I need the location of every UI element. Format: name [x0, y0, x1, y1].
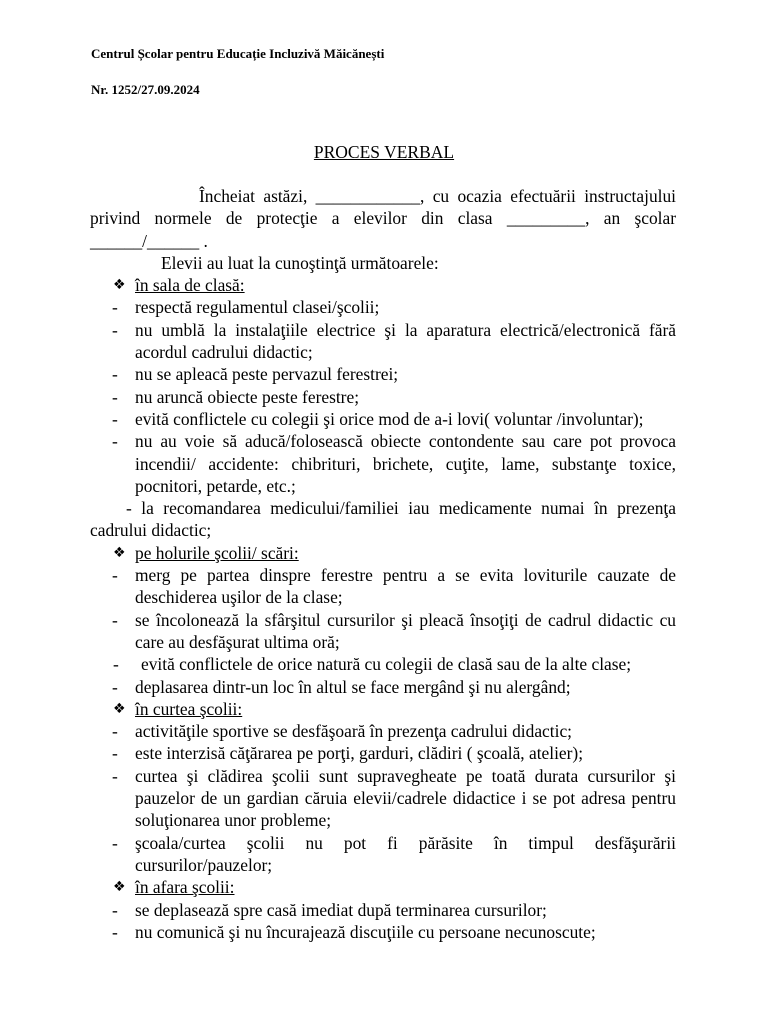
section-title: pe holurile şcolii/ scări: — [135, 542, 299, 563]
list-item: - respectă regulamentul clasei/şcolii; — [90, 296, 676, 318]
list-item: - nu aruncă obiecte peste ferestre; — [90, 386, 676, 408]
list-item: - merg pe partea dinspre ferestre pentru a se evita loviturile cauzate de deschiderea uşilor de la clase; — [90, 564, 676, 609]
list-item: - nu umblă la instalaţiile electrice şi la aparatura electrică/electronică fără acordul cadrului didactic; — [90, 319, 676, 364]
dash-marker: - — [112, 319, 118, 340]
document-title: PROCES VERBAL — [313, 142, 455, 162]
dash-marker: - — [112, 721, 118, 742]
list-item: - se încolonează la sfârşitul cursurilor şi pleacă însoţiţi de cadrul didactic cu care au desfăşurat ultima oră; — [90, 609, 676, 654]
list-item: - nu se apleacă peste pervazul ferestrei; — [90, 363, 676, 385]
dash-marker: - — [112, 297, 118, 318]
list-item: - deplasarea dintr-un loc în altul se face mergând şi nu alergând; — [90, 676, 676, 698]
dash-marker: - — [112, 921, 118, 942]
dash-marker: - — [112, 832, 118, 853]
diamond-bullet-icon: ❖ — [113, 700, 126, 717]
dash-marker: - — [112, 408, 118, 429]
section-heading — [90, 542, 676, 564]
dash-marker: - — [112, 743, 118, 764]
list-item: - este interzisă căţărarea pe porţi, garduri, clădiri ( şcoală, atelier); — [90, 742, 676, 764]
intro-lead: Elevii au luat la cunoştinţă următoarele: — [161, 252, 439, 273]
list-item: - nu comunică şi nu încurajează discuţiile cu persoane necunoscute; — [90, 921, 676, 943]
section-heading — [90, 876, 676, 898]
list-item: - şcoala/curtea şcolii nu pot fi părăsite în timpul desfăşurării cursurilor/pauzelor; — [90, 832, 676, 877]
diamond-bullet-icon: ❖ — [113, 879, 126, 896]
list-item: - curtea şi clădirea şcolii sunt supravegheate pe toată durata cursurilor şi pauzelor de un gardian căruia elevii/cadrele didactice i se pot adresa pentru soluţionarea unor probleme; — [90, 765, 676, 832]
dash-marker: - — [112, 364, 118, 385]
medication-note: - la recomandarea medicului/familiei iau medicamente numai în prezenţa cadrului didactic; — [90, 498, 676, 541]
list-item: - activităţile sportive se desfăşoară în prezenţa cadrului didactic; — [90, 720, 676, 742]
institution-name: Centrul Școlar pentru Educație Incluzivă Măicănești — [91, 46, 385, 61]
list-item: - evită conflictele cu colegii şi orice mod de a-i lovi( voluntar /involuntar); — [90, 408, 676, 430]
dash-marker: - — [112, 386, 118, 407]
document-number: Nr. 1252/27.09.2024 — [91, 82, 200, 97]
diamond-bullet-icon: ❖ — [113, 277, 126, 294]
dash-marker: - — [112, 765, 118, 786]
document-body — [90, 185, 676, 943]
dash-marker: - — [112, 565, 118, 586]
section-heading — [90, 274, 676, 296]
list-item: - nu au voie să aducă/folosească obiecte contondente sau care pot provoca incendii/ accidente: chibrituri, brichete, cuţite, lame, substanţe toxice, pocnitori, petarde, etc.; — [90, 430, 676, 497]
section-title: în curtea şcolii: — [135, 698, 243, 719]
list-item: - evită conflictele de orice natură cu colegii de clasă sau de la alte clase; — [90, 653, 676, 675]
dash-marker: - — [113, 654, 119, 675]
diamond-bullet-icon: ❖ — [113, 544, 126, 561]
dash-marker: - — [112, 676, 118, 697]
dash-marker: - — [112, 431, 118, 452]
list-item: - se deplasează spre casă imediat după terminarea cursurilor; — [90, 899, 676, 921]
section-title: în afara şcolii: — [135, 877, 235, 898]
section-title: în sala de clasă: — [135, 275, 245, 296]
dash-marker: - — [112, 899, 118, 920]
dash-marker: - — [112, 609, 118, 630]
intro-paragraph: Încheiat astăzi, ____________, cu ocazia efectuării instructajului privind normele de protecţie a elevilor din clasa _________, an şcolar ______/______ . — [90, 186, 676, 251]
section-heading — [90, 698, 676, 720]
